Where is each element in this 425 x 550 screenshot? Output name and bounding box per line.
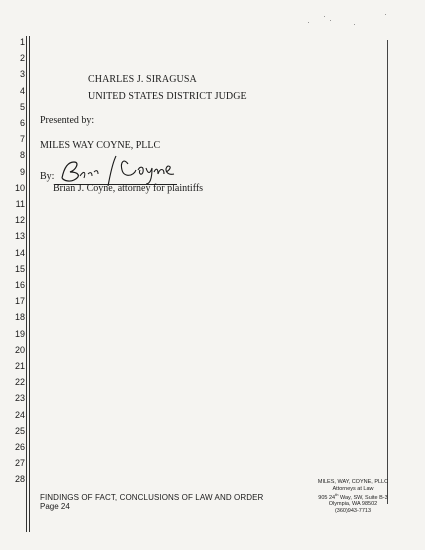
firm-block-name: MILES, WAY, COYNE, PLLC <box>317 479 389 485</box>
line-number: 12 <box>14 215 25 226</box>
by-label: By: <box>40 171 55 182</box>
right-margin-rule <box>387 40 388 504</box>
line-number: 7 <box>19 134 25 145</box>
line-number: 26 <box>14 442 25 452</box>
line-number: 11 <box>15 199 25 209</box>
line-number: 15 <box>14 263 25 274</box>
line-number: 14 <box>14 247 25 258</box>
line-number: 18 <box>14 312 25 323</box>
line-number: 2 <box>19 53 25 64</box>
line-number: 16 <box>14 280 25 290</box>
line-number: 20 <box>14 344 25 355</box>
address-street: Way, SW, Suite B-3 <box>338 494 388 501</box>
line-number: 4 <box>19 85 25 96</box>
firm-block-address <box>298 492 408 501</box>
line-number: 6 <box>19 118 25 128</box>
line-number: 19 <box>14 328 25 339</box>
judge-title: UNITED STATES DISTRICT JUDGE <box>88 91 247 102</box>
judge-name: CHARLES J. SIRAGUSA <box>88 74 197 85</box>
line-number: 10 <box>14 182 25 193</box>
line-number: 24 <box>14 409 25 420</box>
footer-document-title: FINDINGS OF FACT, CONCLUSIONS OF LAW AND ORDER <box>40 493 264 502</box>
scan-speck <box>308 22 309 23</box>
presented-by-label: Presented by: <box>40 115 95 126</box>
address-number: 905 24 <box>318 494 336 501</box>
line-number: 8 <box>19 150 25 161</box>
line-number: 25 <box>14 425 25 436</box>
line-number: 3 <box>19 69 25 80</box>
left-margin-rule-inner <box>29 36 30 532</box>
scan-speck <box>385 14 386 15</box>
line-number: 28 <box>14 474 25 485</box>
firm-block-city: Olympia, WA 98502 <box>328 501 378 508</box>
line-number: 23 <box>14 393 25 404</box>
line-number: 17 <box>14 296 25 307</box>
left-margin-rule <box>26 36 27 532</box>
line-number: 21 <box>14 361 25 371</box>
line-number: 9 <box>19 166 25 177</box>
signer-name: Brian J. Coyne, attorney for plaintiffs <box>53 183 204 194</box>
line-number: 27 <box>14 458 25 469</box>
firm-block-subtitle: Attorneys at Law <box>332 485 374 492</box>
line-number: 22 <box>14 377 25 388</box>
line-number: 5 <box>19 101 25 112</box>
scan-speck <box>354 24 355 25</box>
scan-speck <box>330 20 331 21</box>
footer-page-number: Page 24 <box>40 502 70 511</box>
address-ordinal: th <box>335 492 339 497</box>
firm-name: MILES WAY COYNE, PLLC <box>40 140 161 151</box>
firm-address-block <box>298 479 408 514</box>
line-number: 13 <box>14 231 25 242</box>
firm-block-phone: (360)943-7713 <box>334 507 372 514</box>
line-number: 1 <box>19 37 25 47</box>
scan-speck <box>324 16 325 17</box>
